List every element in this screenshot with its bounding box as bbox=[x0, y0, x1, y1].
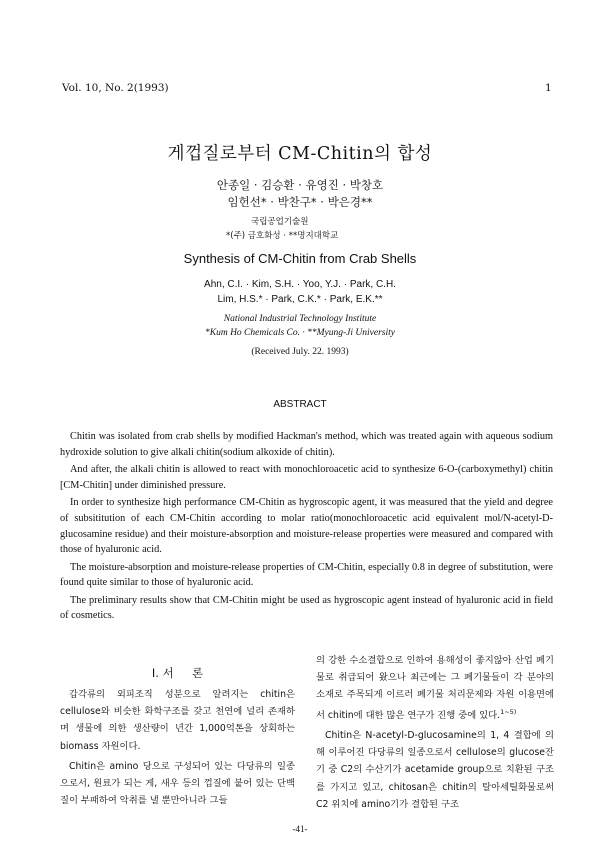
paragraph-text: 의 강한 수소결합으로 인하여 용해성이 좋지않아 산업 폐기물로 취급되어 왔으나 최근에는 그 폐기물들이 각 분야의 소재로 주목되게 이르러 폐기물 처리문제와 자원 이용면에서 chitin에 대한 많은 연구가 진행 중에 있다. bbox=[316, 655, 554, 721]
affiliation-korean-line-1: 국립공업기술원 bbox=[251, 217, 309, 227]
left-column bbox=[60, 686, 295, 812]
section-heading-introduction: I. 서 론 bbox=[151, 666, 204, 680]
abstract-heading: ABSTRACT bbox=[273, 399, 327, 410]
authors-english-line-2: Lim, H.S.* · Park, C.K.* · Park, E.K.** bbox=[217, 294, 383, 305]
footer-page-number: -41- bbox=[292, 824, 308, 834]
authors-english-line-1: Ahn, C.I. · Kim, S.H. · Yoo, Y.J. · Park, C.H. bbox=[204, 279, 396, 290]
body-paragraph: 갑각류의 외피조직 성분으로 알려지는 chitin은 cellulose와 비슷한 화학구조를 갖고 천연에 널리 존재하며 생물에 의한 생산량이 년간 1,000억톤을 상회하는 biomass 자원이다. bbox=[60, 689, 295, 752]
body-paragraph bbox=[316, 652, 554, 724]
abstract-paragraph: The moisture-absorption and moisture-release properties of CM-Chitin, especially 0.8 in degree of substitution, were found quite similar to those of hyaluronic acid. bbox=[60, 561, 553, 589]
abstract-body bbox=[60, 429, 553, 626]
affiliation-korean-line-2: *(주) 금호화성 · **명지대학교 bbox=[226, 231, 339, 241]
authors-korean-line-1: 안종일 · 김승환 · 유영진 · 박창호 bbox=[216, 178, 384, 192]
abstract-paragraph: The preliminary results show that CM-Chitin might be used as hygroscopic agent instead of hyaluronic acid in field of cosmetics. bbox=[60, 594, 553, 622]
header-page-number: 1 bbox=[545, 82, 552, 94]
received-date: (Received July. 22. 1993) bbox=[251, 347, 349, 357]
title-korean: 게껍질로부터 CM-Chitin의 합성 bbox=[167, 144, 433, 164]
abstract-paragraph: In order to synthesize high performance CM-Chitin as hygroscopic agent, it was measured that the yield and degree of subsititution of each CM-Chitin according to molar ratio(monochloroacetic acid equivalent mol/N-acetyl-D-glucosamine residue) and their moisture-absorption and moisture-release properties were measured and compared with those of hyaluronic acid. bbox=[60, 497, 553, 556]
right-column bbox=[316, 652, 554, 816]
title-english: Synthesis of CM-Chitin from Crab Shells bbox=[183, 251, 417, 266]
authors-korean-line-2: 임헌선* · 박찬구* · 박은경** bbox=[227, 195, 373, 209]
body-paragraph: Chitin은 N-acetyl-D-glucosamine의 1, 4 결합에 의해 이루어진 다당류의 일종으로서 cellulose의 glucose잔기 중 C2의 수산기가 acetamide group으로 치환된 구조를 가지고 있고, chitosan은 chitin의 탈아세틸화물로써 C2 위치에 amino기가 결합된 구조 bbox=[316, 729, 554, 810]
citation-reference: 1~5) bbox=[500, 707, 517, 716]
journal-volume: Vol. 10, No. 2(1993) bbox=[62, 82, 169, 94]
abstract-paragraph: And after, the alkali chitin is allowed to react with monochloroacetic acid to synthesize 6-O-(carboxymethyl) chitin [CM-Chitin] under diminished pressure. bbox=[60, 464, 553, 491]
abstract-paragraph: Chitin was isolated from crab shells by modified Hackman's method, which was treated again with aqueous sodium hydroxide solution to give alkali chitin(sodium alkoxide of chitin). bbox=[60, 431, 553, 458]
body-paragraph: Chitin은 amino 당으로 구성되어 있는 다당류의 일종으로서, 원료가 되는 게, 새우 등의 껍질에 붙어 있는 단백질이 부패하여 악취를 낼 뿐만아니라 그들 bbox=[60, 760, 295, 807]
affiliation-english-line-2: *Kum Ho Chemicals Co. · **Myung-Ji University bbox=[205, 328, 395, 338]
affiliation-english-line-1: National Industrial Technology Institute bbox=[223, 314, 377, 324]
